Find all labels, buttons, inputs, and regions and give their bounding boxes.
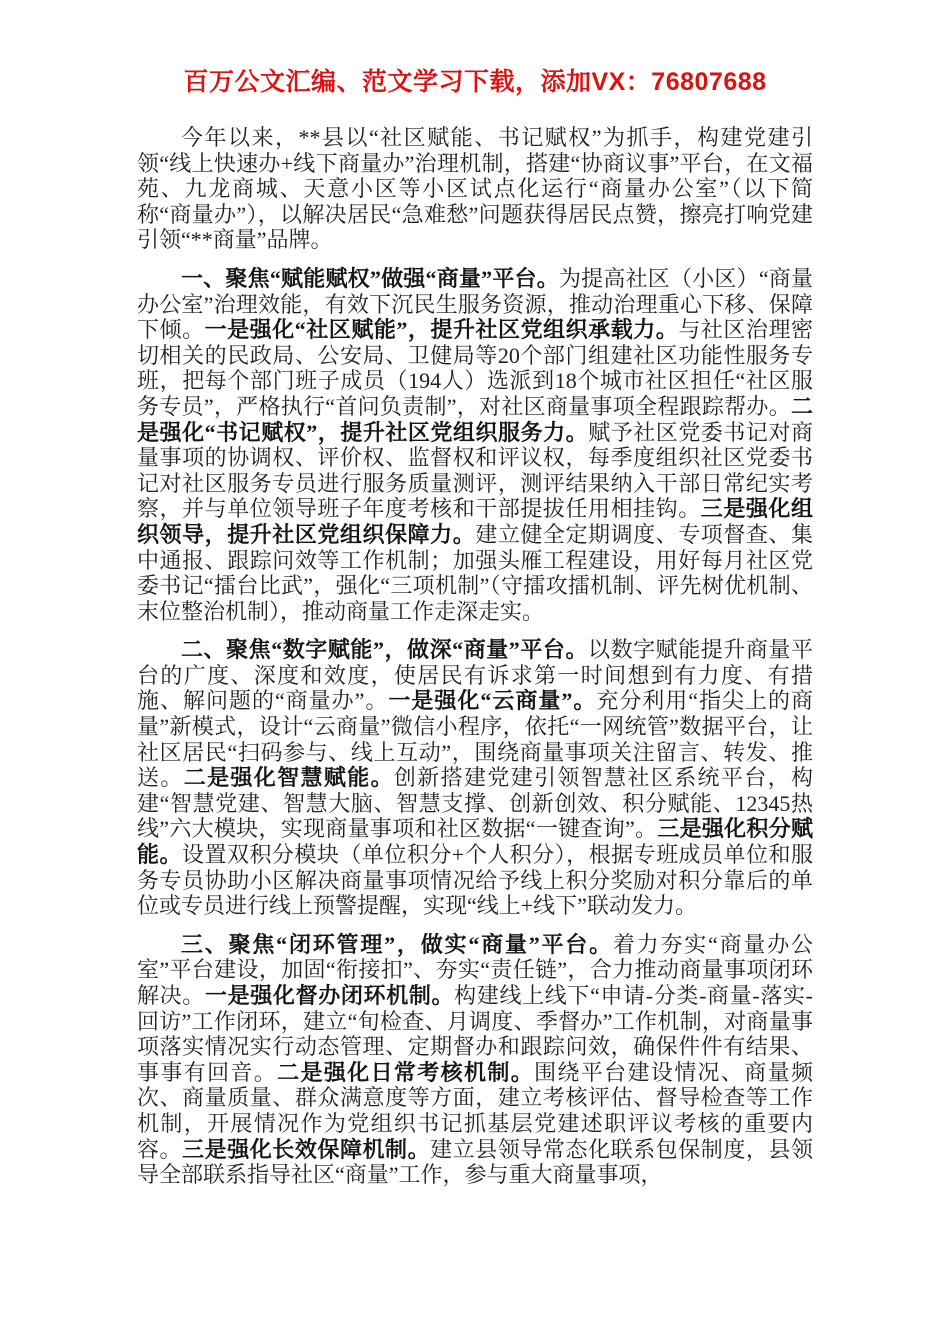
- text-run: 着力夯实“商量办公室”平台建设，加固“衔接扣”、夯实“责任链”，合力推动商量事项闭环解决。: [137, 931, 813, 1008]
- paragraph: [137, 637, 813, 919]
- text-run: 构建线上线下“申请-分类-商量-落实-回访”工作闭环，建立“旬检查、月调度、季督办”工作机制，对商量事项落实情况实行动态管理、定期督办和跟踪问效，确保件件有结果、事事有回音。: [137, 983, 813, 1085]
- promo-header-text: 百万公文汇编、范文学习下载，添加VX：76807688: [183, 68, 767, 96]
- text-run: 充分利用“指尖上的商量”新模式，设计“云商量”微信小程序，依托“一网统管”数据平台，让社区居民“扫码参与、线上互动”，围绕商量事项关注留言、转发、推送。: [137, 688, 814, 791]
- text-run: 以数字赋能提升商量平台的广度、深度和效度，使居民有诉求第一时间想到有力度、有措施、解问题的“商量办”。: [137, 637, 813, 714]
- bold-heading-run: 三、聚焦“闭环管理”，做实“商量”平台。: [181, 931, 613, 957]
- bold-heading-run: 一是强化“云商量”。: [388, 688, 597, 714]
- paragraph: [137, 125, 813, 253]
- text-run: 建立健全定期调度、专项督查、集中通报、跟踪问效等工作机制；加强头雁工程建设，用好每月社区党委书记“擂台比武”，强化“三项机制”（守擂攻擂机制、评先树优机制、末位整治机制），推动商量工作走深走实。: [137, 521, 813, 624]
- paragraph: [137, 932, 813, 1188]
- text-run: 今年以来，**县以“社区赋能、书记赋权”为抓手，构建党建引领“线上快速办+线下商量办”治理机制，搭建“协商议事”平台，在文福苑、九龙商城、天意小区等小区试点化运行“商量办公室”（以下简称“商量办”），以解决居民“急难愁”问题获得居民点赞，擦亮打响党建引领“**商量”品牌。: [137, 125, 813, 253]
- bold-heading-run: 三是强化组织领导，提升社区党组织保障力。: [137, 496, 813, 547]
- bold-heading-run: 二是强化智慧赋能。: [183, 765, 394, 791]
- text-run: 创新搭建党建引领智慧社区系统平台，构建“智慧党建、智慧大脑、智慧支撑、创新创效、积分赋能、12345热线”六大模块，实现商量事项和社区数据“一键查询”。: [137, 765, 813, 842]
- bold-heading-run: 三是强化长效保障机制。: [182, 1136, 431, 1162]
- text-run: 与社区治理密切相关的民政局、公安局、卫健局等20个部门组建社区功能性服务专班，把每个部门班子成员（194人）选派到18个城市社区担任“社区服务专员”，严格执行“首问负责制”，对社区商量事项全程跟踪帮办。: [137, 317, 813, 419]
- text-run: 为提高社区（小区）“商量办公室”治理效能，有效下沉民生服务资源，推动治理重心下移、保障下倾。: [137, 265, 813, 343]
- paragraph: [137, 266, 813, 624]
- text-run: 设置双积分模块（单位积分+个人积分），根据专班成员单位和服务专员协助小区解决商量事项情况给予线上积分奖励对积分靠后的单位或专员进行线上预警提醒，实现“线上+线下”联动发力。: [137, 842, 813, 919]
- bold-heading-run: 二是强化日常考核机制。: [277, 1059, 535, 1085]
- text-run: 建立县领导常态化联系包保制度，县领导全部联系指导社区“商量”工作，参与重大商量事项，: [137, 1136, 813, 1188]
- bold-heading-run: 二、聚焦“数字赋能”，做深“商量”平台。: [181, 637, 589, 663]
- document-body: [137, 125, 813, 1188]
- bold-heading-run: 一是强化“社区赋能”，提升社区党组织承载力。: [204, 317, 679, 343]
- bold-heading-run: 三是强化积分赋能。: [137, 816, 813, 868]
- text-run: 围绕平台建设情况、商量频次、商量质量、群众满意度等方面，建立考核评估、督导检查等工作机制，开展情况作为党组织书记抓基层党建述职评议考核的重要内容。: [137, 1059, 813, 1162]
- text-run: 赋予社区党委书记对商量事项的协调权、评价权、监督权和评议权，每季度组织社区党委书记对社区服务专员进行服务质量测评，测评结果纳入干部日常纪实考察，并与单位领导班子年度考核和干部提拔任用相挂钩。: [137, 419, 813, 522]
- bold-heading-run: 一是强化督办闭环机制。: [204, 983, 455, 1008]
- bold-heading-run: 一、聚焦“赋能赋权”做强“商量”平台。: [181, 265, 559, 291]
- bold-heading-run: 二是强化“书记赋权”，提升社区党组织服务力。: [137, 393, 813, 445]
